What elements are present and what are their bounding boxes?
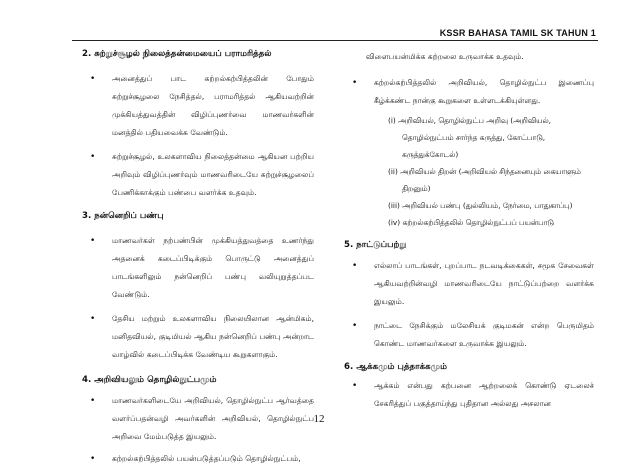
bullet-icon: •	[352, 381, 358, 391]
section-heading: 3. நன்னெறிப் பண்பு	[82, 211, 164, 221]
sub-item-cont: திறனும்)	[402, 184, 431, 193]
bullet-icon: •	[90, 314, 96, 324]
right-column	[344, 48, 594, 413]
bullet-item	[82, 70, 314, 142]
header-title: KSSR BAHASA TAMIL SK TAHUN 1	[439, 28, 596, 38]
bullet-text: எல்லாப் பாடங்கள், புறப்பாட நடவடிக்கைகள், சமூக சேவைகள் ஆகியவற்றின்வழி மாணவரிடையே நாட்டுப்பற்றை வளர்க்க இயலும்.	[374, 261, 594, 306]
bullet-text: கற்றல்கற்பித்தலில் பயன்படுத்தப்படும் தொழில்நுட்பம்,	[112, 454, 301, 463]
bullet-text: அனைத்துப் பாட கற்றல்கற்பித்தலின் போதும் சுற்றுச்சூழலை நேசித்தல், பராமரித்தல் ஆகியவற்றின் முக்கியத்துவத்தின் விழிப்புணர்வை மாணவர்களின் மனத்தில் பதியவைக்க வேண்டும்.	[112, 74, 314, 137]
bullet-item	[82, 450, 314, 468]
bullet-item	[344, 317, 594, 353]
sub-item: (iii) அறிவியல் பண்பு (துல்லியம், நேர்மை, பாதுகாப்பு)	[388, 201, 573, 210]
bullet-text: ஆக்கம் என்பது கற்பனை ஆற்றலைக் கொண்டு ஏடலைச் சேகரித்துப் பகுத்தாய்ந்து புதிதான அல்லது அசலான	[374, 381, 594, 408]
sub-list	[344, 112, 594, 231]
header-rule	[72, 40, 598, 41]
bullet-icon: •	[352, 78, 358, 88]
bullet-text: தேசிய மற்றும் உலகளாவிய நிலையிலான ஆன்மிகம், மனிதவியல், குடிமியல் ஆகிய நன்னெறிப் பண்பு அன்றாட வாழ்வில் கடைப்பிடிக்க வேண்டிய கூறுகளாகும்.	[112, 314, 314, 359]
bullet-icon: •	[90, 152, 96, 162]
bullet-icon: •	[352, 321, 358, 331]
sub-item-cont: தொழில்நுட்பம் சார்ந்த கருத்து, கோட்பாடு,	[402, 133, 546, 142]
bullet-icon: •	[90, 454, 96, 464]
bullet-text: கற்றல்கற்பித்தலில் அறிவியல், தொழில்நுட்ப இணைப்பு கீழ்க்கண்ட நான்கு கூறுகளை உள்ளடக்கியுள்ளது.	[374, 78, 594, 105]
bullet-text: மாணவர்களிடையே அறிவியல், தொழில்நுட்ப ஆர்வத்தை வளர்ப்பதன்வழி அவர்களின் அறிவியல், தொழில்நுட்ப அறிவை மேம்படுத்த இயலும்.	[112, 396, 314, 441]
page-header	[0, 0, 638, 40]
bullet-text: சுற்றுச்சூழல், உலகளாவிய நிலைத்தன்மை ஆகியன பற்றிய அறிவும் விழிப்புணர்வும் மாணவரிடையே சுற்றுச்சூழலைப் பேணிக்காக்கும் பண்பை வளர்க்க உதவும்.	[112, 152, 314, 197]
continued-text: விளைபயன்மிக்க கற்றலை உருவாக்க உதவும்.	[366, 52, 524, 61]
bullet-item	[344, 377, 594, 413]
section-heading: 4. அறிவியலும் தொழில்நுட்பமும்	[82, 375, 217, 385]
sub-item-cont: கருத்துக்கோடல்)	[402, 150, 459, 159]
sub-item: (iv) கற்றல்கற்பித்தலில் தொழில்நுட்பப் பயன்பாடு	[388, 218, 555, 227]
left-column	[82, 48, 314, 468]
section-heading: 2. சுற்றுச்சூழல் நிலைத்தன்மையைப் பராமரித்தல்	[82, 49, 272, 59]
section-heading: 6. ஆக்கமும் புத்தாக்கமும்	[344, 362, 448, 372]
bullet-icon: •	[90, 236, 96, 246]
bullet-item	[82, 310, 314, 364]
bullet-item	[344, 257, 594, 311]
bullet-item	[344, 74, 594, 110]
bullet-icon: •	[90, 74, 96, 84]
bullet-text: நாட்டை நேசிக்கும் மலேசியக் குடிமகன் என்ற பெருமிதம் கொண்ட மாணவர்களை உருவாக்க இயலும்.	[374, 321, 594, 348]
bullet-item	[82, 148, 314, 202]
page-number: 12	[313, 413, 325, 425]
bullet-icon: •	[90, 396, 96, 406]
bullet-text: மாணவர்கள் நற்பண்பின் முக்கியத்துவத்தை உணர்ந்து அதனைக் கடைப்பிடிக்கும் பொருட்டு அனைத்துப் பாடங்களிலும் நன்னெறிப் பண்பு வலியுறுத்தப்பட வேண்டும்.	[112, 236, 314, 299]
sub-item: (ii) அறிவியல் திறன் (அறிவியல் சிந்தனையும் கையாளும்	[388, 167, 581, 176]
section-heading: 5. நாட்டுப்பற்று	[344, 240, 407, 250]
sub-item: (i) அறிவியல், தொழில்நுட்ப அறிவு (அறிவியல்,	[388, 116, 551, 125]
bullet-icon: •	[352, 261, 358, 271]
bullet-item	[82, 232, 314, 304]
